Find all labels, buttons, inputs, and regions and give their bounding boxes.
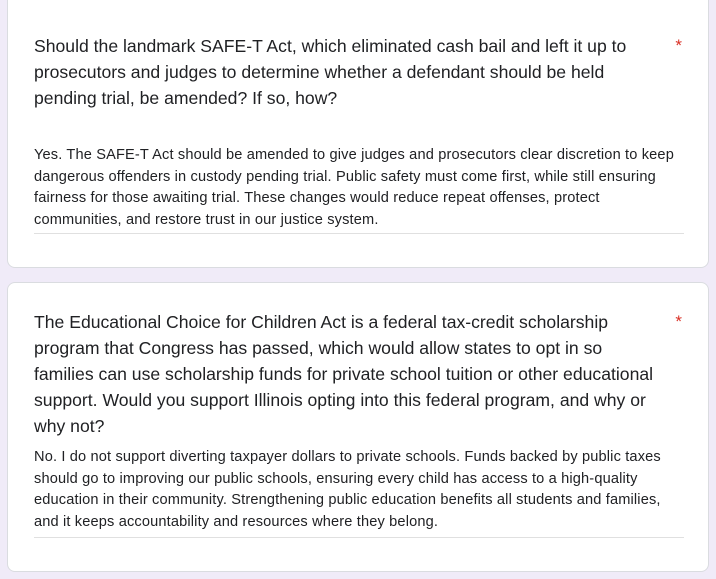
question-title: The Educational Choice for Children Act is a federal tax-credit scholarship program that Congress has passed, which would allow states to opt in so families can use scholarship funds for private school tuition or other educational support. Would you support Illinois opting into this federal program, and why or why not? [34, 312, 654, 436]
question-card-safe-t-act [7, 0, 709, 268]
answer-underline [34, 233, 684, 234]
question-card-educational-choice [7, 282, 709, 572]
answer-underline [34, 537, 684, 538]
required-indicator: * [675, 312, 682, 331]
question-title: Should the landmark SAFE-T Act, which eliminated cash bail and left it up to prosecutors and judges to determine whether a defendant should be held pending trial, be amended? If so, how? [34, 36, 627, 108]
answer-textarea[interactable]: No. I do not support diverting taxpayer dollars to private schools. Funds backed by public taxes should go to improving our public schools, ensuring every child has access to a high-quality education in their community. Strengthening public education benefits all students and families, and it keeps accountability and resources where they belong. [34, 449, 661, 530]
answer-textarea[interactable]: Yes. The SAFE-T Act should be amended to give judges and prosecutors clear discretion to keep dangerous offenders in custody pending trial. Public safety must come first, while still ensuring fairness for those awaiting trial. These changes would reduce repeat offenses, protect communities, and restore trust in our justice system. [34, 147, 674, 228]
required-indicator: * [675, 36, 682, 55]
